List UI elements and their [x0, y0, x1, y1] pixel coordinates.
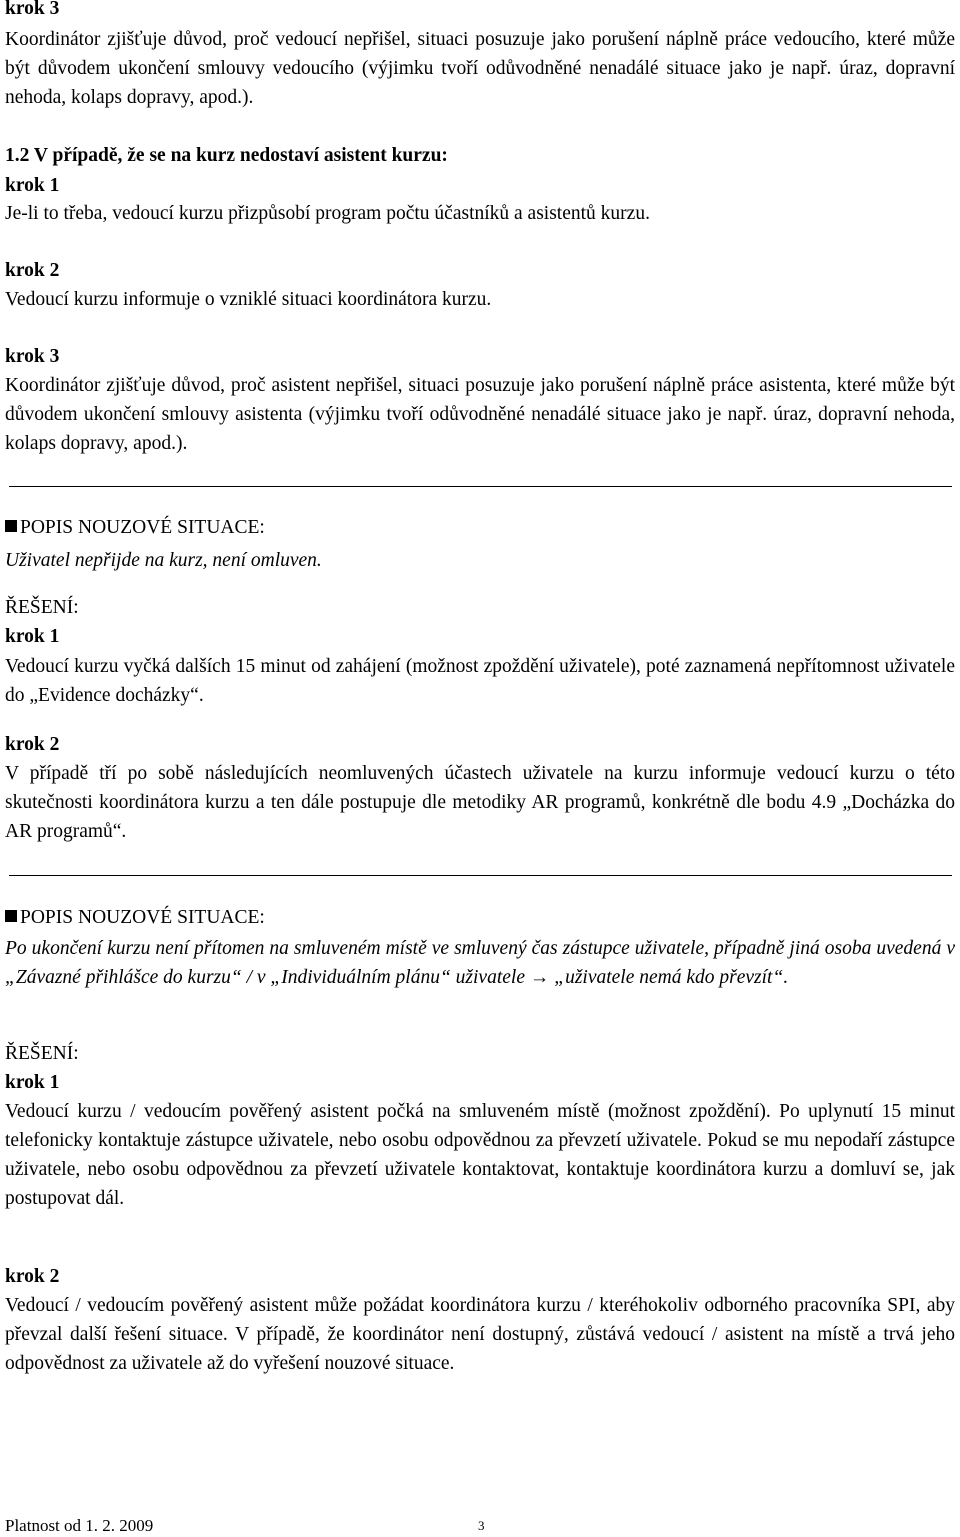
step-heading: krok 2: [5, 260, 60, 281]
step-text: Vedoucí kurzu informuje o vzniklé situaci koordinátora kurzu.: [5, 289, 492, 310]
step-text: Vedoucí / vedoucím pověřený asistent může požádat koordinátora kurzu / kteréhokoliv odborného pracovníka SPI, aby převzal další řešení situace. V případě, že koordinátor není dostupný, zůstává vedoucí / asistent na místě a trvá jeho odpovědnost za uživatele až do vyřešení nouzové situace.: [5, 1295, 955, 1374]
step-text: Vedoucí kurzu vyčká dalších 15 minut od zahájení (možnost zpoždění uživatele), poté zaznamená nepřítomnost uživatele do „Evidence docházky“.: [5, 656, 955, 706]
emergency-description: Po ukončení kurzu není přítomen na smluveném místě ve smluvený čas zástupce uživatele, případně jiná osoba uvedená v „Závazné přihlášce do kurzu“ / v „Individuálním plánu“ uživatele → „uživatele nemá kdo převzít“.: [5, 938, 955, 988]
section-heading: 1.2 V případě, že se na kurz nedostaví asistent kurzu:: [5, 145, 448, 166]
step-text: Koordinátor zjišťuje důvod, proč vedoucí nepřišel, situaci posuzuje jako porušení náplně práce vedoucího, které může být důvodem ukončení smlouvy vedoucího (výjimku tvoří odůvodněné nenadálé situace jako je např. úraz, dopravní nehoda, kolaps dopravy, apod.).: [5, 29, 955, 108]
square-bullet-icon: [5, 910, 17, 922]
step-heading: krok 3: [5, 346, 60, 367]
solution-label: ŘEŠENÍ:: [5, 1043, 79, 1064]
section-divider: [9, 875, 952, 876]
emergency-title-text: POPIS NOUZOVÉ SITUACE:: [20, 517, 265, 538]
step-text: Je-li to třeba, vedoucí kurzu přizpůsobí program počtu účastníků a asistentů kurzu.: [5, 203, 650, 224]
emergency-title-text: POPIS NOUZOVÉ SITUACE:: [20, 907, 265, 928]
square-bullet-icon: [5, 520, 17, 532]
step-text: Vedoucí kurzu / vedoucím pověřený asistent počká na smluveném místě (možnost zpoždění). Po uplynutí 15 minut telefonicky kontaktuje zástupce uživatele, nebo osobu odpovědnou za převzetí uživatele. Pokud se mu nepodaří zástupce uživatele, nebo osobu odpovědnou za převzetí uživatele kontaktovat, kontaktuje koordinátora kurzu a domluví se, jak postupovat dál.: [5, 1101, 955, 1209]
step-heading: krok 1: [5, 1072, 60, 1093]
step-text: Koordinátor zjišťuje důvod, proč asistent nepřišel, situaci posuzuje jako porušení náplně práce asistenta, které může být důvodem ukončení smlouvy asistenta (výjimku tvoří odůvodněné nenadálé situace jako je např. úraz, dopravní nehoda, kolaps dopravy, apod.).: [5, 375, 955, 454]
step-heading: krok 1: [5, 175, 60, 196]
emergency-title: [5, 903, 955, 932]
section-divider: [9, 486, 952, 487]
emergency-description: Uživatel nepřijde na kurz, není omluven.: [5, 550, 322, 571]
step-heading: krok 1: [5, 626, 60, 647]
step-text: V případě tří po sobě následujících neomluvených účastech uživatele na kurzu informuje vedoucí kurzu o této skutečnosti koordinátora kurzu a ten dále postupuje dle metodiky AR programů, konkrétně dle bodu 4.9 „Docházka do AR programů“.: [5, 763, 955, 842]
step-heading: krok 3: [5, 0, 60, 19]
page-number: 3: [478, 1518, 485, 1533]
solution-label: ŘEŠENÍ:: [5, 597, 79, 618]
emergency-title: [5, 513, 955, 542]
step-heading: krok 2: [5, 734, 60, 755]
footer-validity: Platnost od 1. 2. 2009: [5, 1516, 154, 1535]
step-heading: krok 2: [5, 1266, 60, 1287]
